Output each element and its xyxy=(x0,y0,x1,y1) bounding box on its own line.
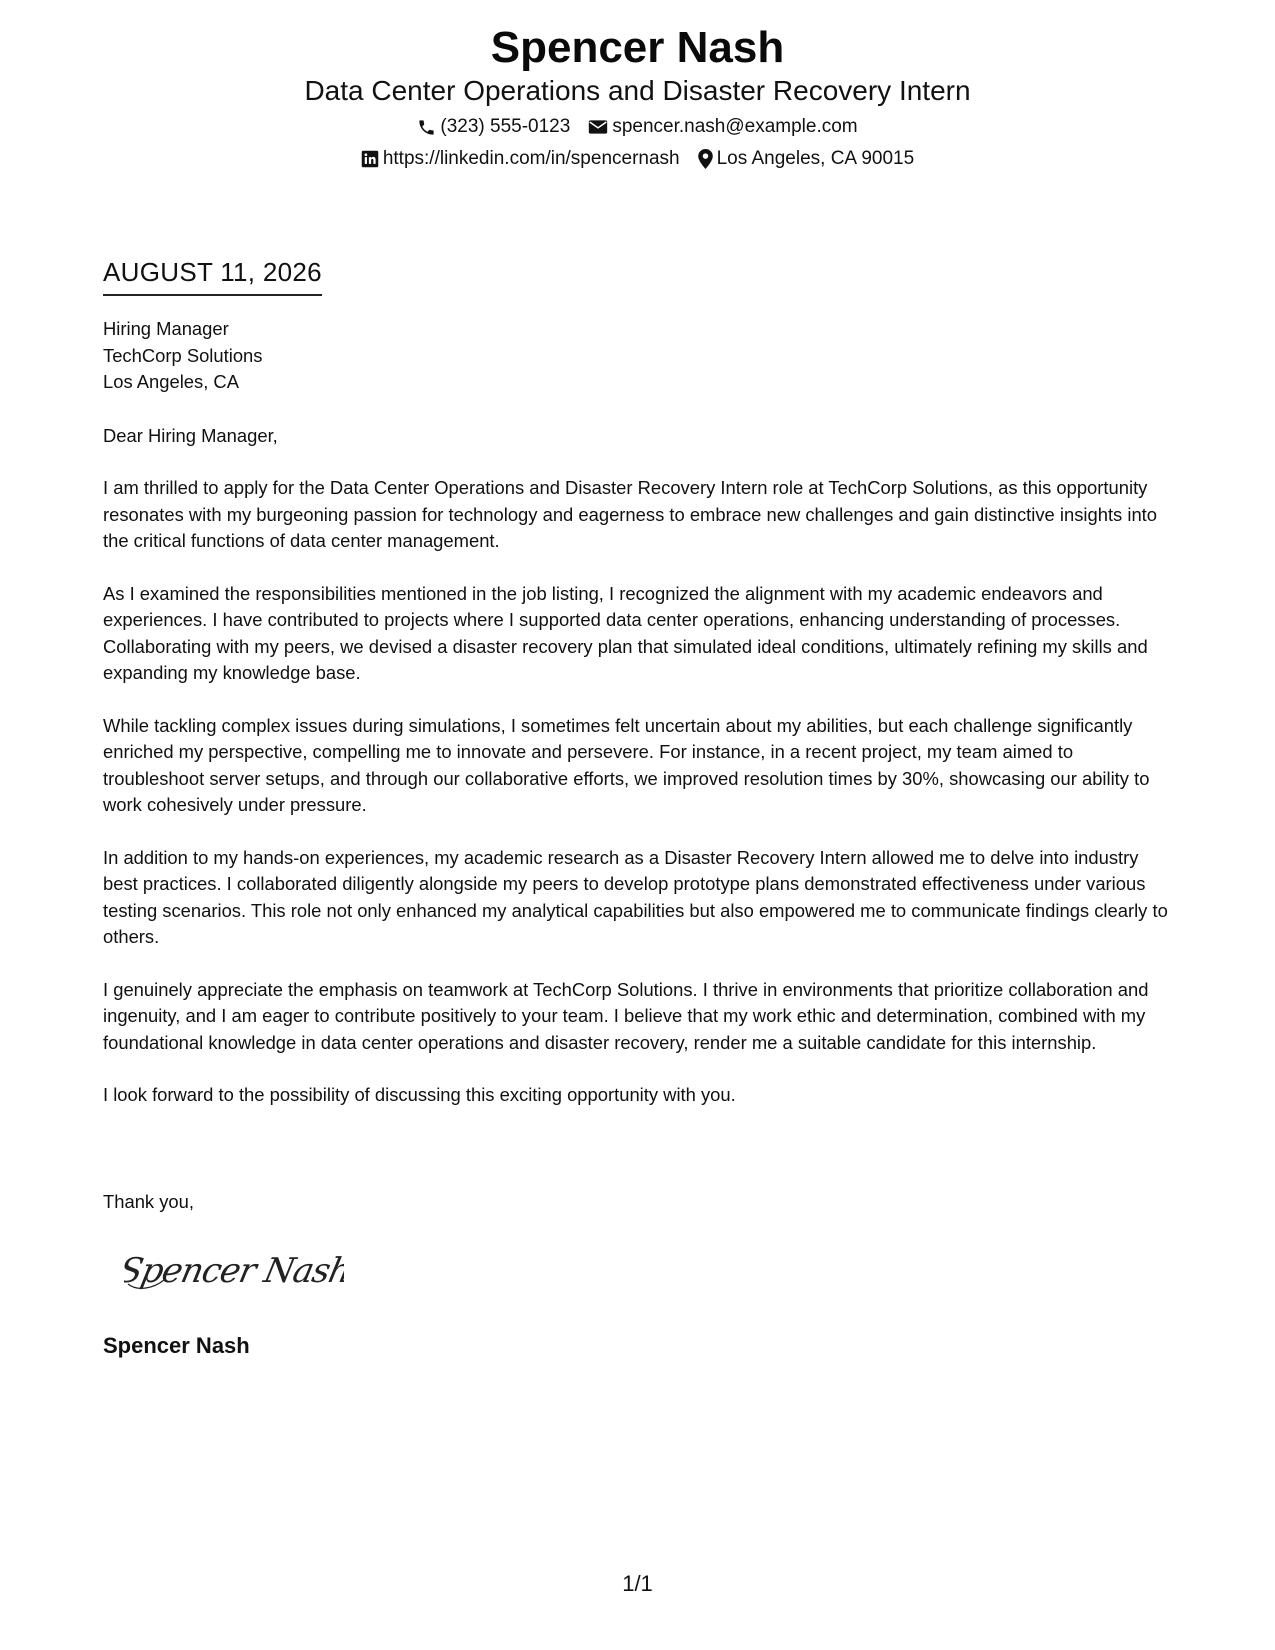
svg-text:Spencer Nash: Spencer Nash xyxy=(124,1251,344,1291)
recipient-line: Hiring Manager xyxy=(103,318,229,339)
email-link[interactable]: spencer.nash@example.com xyxy=(612,116,858,137)
letter-body xyxy=(103,316,1178,1109)
map-pin-icon xyxy=(698,149,713,169)
letter-date: AUGUST 11, 2026 xyxy=(103,256,322,296)
location-text: Los Angeles, CA 90015 xyxy=(716,148,915,169)
closing: Thank you, xyxy=(103,1191,194,1212)
handwritten-signature xyxy=(124,1240,344,1300)
applicant-name: Spencer Nash xyxy=(490,23,785,72)
paragraph: As I examined the responsibilities mentioned in the job listing, I recognized the alignment with my academic endeavors and experiences. I have contributed to projects where I supported data center operations, enhancing understanding of processes. Collaborating with my peers, we devised a disaster recovery plan that simulated ideal conditions, ultimately refining my skills and expanding my knowledge base. xyxy=(103,582,1148,683)
contact-linkedin xyxy=(361,147,680,171)
recipient-block xyxy=(103,316,1178,396)
paragraph: I look forward to the possibility of discussing this exciting opportunity with you. xyxy=(103,1084,736,1105)
salutation: Dear Hiring Manager, xyxy=(103,424,278,446)
linkedin-icon xyxy=(361,150,379,168)
phone-icon xyxy=(417,118,436,137)
envelope-icon xyxy=(588,119,608,135)
paragraph: I am thrilled to apply for the Data Center Operations and Disaster Recovery Intern role at TechCorp Solutions, as this opportunity resonates with my burgeoning passion for technology and eagerness to embrace new challenges and gain distinctive insights into the critical functions of data center management. xyxy=(103,477,1158,551)
page-number: 1/1 xyxy=(622,1571,653,1596)
phone-number: (323) 555-0123 xyxy=(440,116,571,137)
contact-email xyxy=(588,115,857,139)
letter-header xyxy=(0,22,1275,171)
recipient-line: TechCorp Solutions xyxy=(103,344,263,366)
contact-location xyxy=(698,147,915,171)
recipient-line: Los Angeles, CA xyxy=(103,371,239,392)
contact-row-1 xyxy=(0,115,1275,139)
paragraph: While tackling complex issues during simulations, I sometimes felt uncertain about my abilities, but each challenge significantly enriched my perspective, compelling me to innovate and persevere. For instance, in a recent project, my team aimed to troubleshoot server setups, and through our collaborative efforts, we improved resolution times by 30%, showcasing our ability to work cohesively under pressure. xyxy=(103,714,1150,815)
contact-row-2 xyxy=(0,147,1275,171)
linkedin-link[interactable]: https://linkedin.com/in/spencernash xyxy=(382,148,680,169)
paragraph: In addition to my hands-on experiences, my academic research as a Disaster Recovery Intern allowed me to delve into industry best practices. I collaborated diligently alongside my peers to develop prototype plans demonstrated effectiveness under various testing scenarios. This role not only enhanced my analytical capabilities but also empowered me to communicate findings clearly to others. xyxy=(103,846,1168,947)
applicant-title: Data Center Operations and Disaster Recovery Intern xyxy=(304,75,971,106)
paragraph: I genuinely appreciate the emphasis on teamwork at TechCorp Solutions. I thrive in environments that prioritize collaboration and ingenuity, and I am eager to contribute positively to your team. I believe that my work ethic and determination, combined with my foundational knowledge in data center operations and disaster recovery, render me a suitable candidate for this internship. xyxy=(103,978,1149,1053)
contact-phone xyxy=(417,115,570,139)
signer-name: Spencer Nash xyxy=(103,1333,250,1358)
